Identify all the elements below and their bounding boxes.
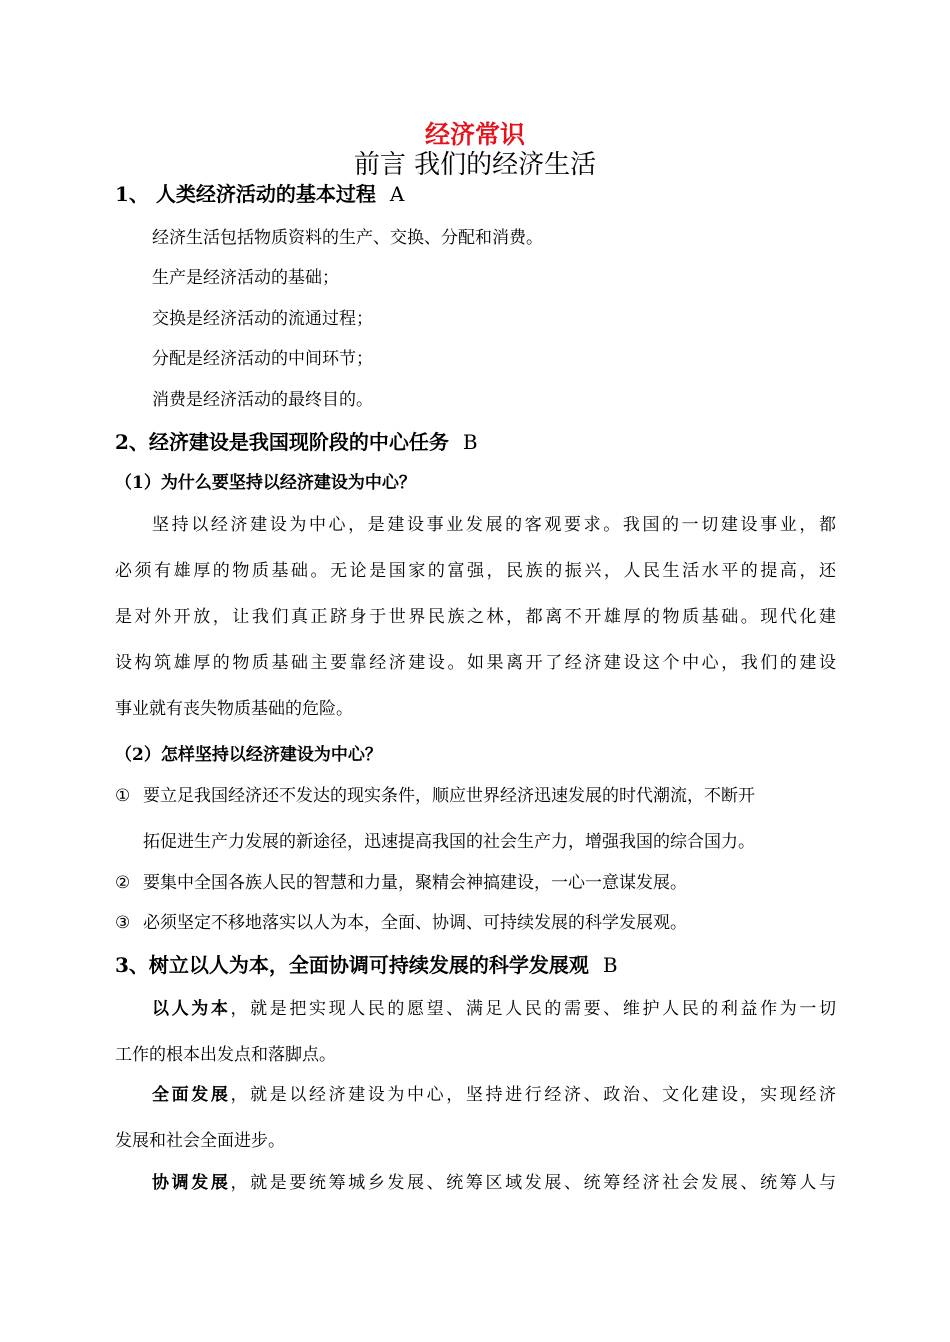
paragraph-line: 必须有雄厚的物质基础。无论是国家的富强，民族的振兴，人民生活水平的提高，还 <box>115 561 836 581</box>
section2-heading-text: 2、经济建设是我国现阶段的中心任务 <box>115 430 449 454</box>
item-text: 必须坚定不移地落实以人为本，全面、协调、可持续发展的科学发展观。 <box>143 913 687 933</box>
term-label: 协调发展 <box>152 1173 231 1193</box>
list-item <box>115 910 687 936</box>
section1-heading-text: 1、 人类经济活动的基本过程 <box>115 182 376 206</box>
paragraph-line: 坚持以经济建设为中心，是建设事业发展的客观要求。我国的一切建设事业，都 <box>152 515 836 535</box>
item-text: 要立足我国经济还不发达的现实条件，顺应世界经济迅速发展的时代潮流，不断开 <box>143 786 755 806</box>
section3-heading-text: 3、树立以人为本，全面协调可持续发展的科学发展观 <box>115 953 589 977</box>
term-text: ，就是以经济建设为中心，坚持进行经济、政治、文化建设，实现经济 <box>230 1085 837 1105</box>
section1-grade: A <box>389 182 405 206</box>
section1-line: 消费是经济活动的最终目的。 <box>152 390 373 410</box>
paragraph-line <box>115 1072 836 1118</box>
section3-heading <box>115 951 618 979</box>
list-item <box>115 870 687 896</box>
section1-line: 交换是经济活动的流通过程； <box>152 309 373 329</box>
paragraph-line: 事业就有丧失物质基础的危险。 <box>115 699 353 719</box>
term-text: ，就是要统筹城乡发展、统筹区域发展、统筹经济社会发展、统筹人与 <box>230 1173 837 1193</box>
paragraph-line: 工作的根本出发点和落脚点。 <box>115 1045 336 1065</box>
item-number: ② <box>115 873 131 893</box>
item-text: 要集中全国各族人民的智慧和力量，聚精会神搞建设，一心一意谋发展。 <box>143 873 687 893</box>
paragraph-line: 设构筑雄厚的物质基础主要靠经济建设。如果离开了经济建设这个中心，我们的建设 <box>115 653 836 673</box>
section3-grade: B <box>602 953 618 977</box>
section2-question1: （1）为什么要坚持以经济建设为中心？ <box>115 473 416 493</box>
section1-line: 分配是经济活动的中间环节； <box>152 349 373 369</box>
term-paragraph <box>115 1072 836 1164</box>
term-paragraph <box>115 1160 836 1206</box>
term-text: ，就是把实现人民的愿望、满足人民的需要、维护人民的利益作为一切 <box>230 999 837 1019</box>
term-label: 以人为本 <box>152 999 231 1019</box>
item-number: ③ <box>115 913 131 933</box>
section2-heading <box>115 428 478 456</box>
section1-heading <box>115 180 404 208</box>
section2-q1-paragraph <box>115 502 836 732</box>
section2-grade: B <box>462 430 478 454</box>
paragraph-line: 是对外开放，让我们真正跻身于世界民族之林，都离不开雄厚的物质基础。现代化建 <box>115 607 836 627</box>
list-item-continuation: 拓促进生产力发展的新途径，迅速提高我国的社会生产力，增强我国的综合国力。 <box>143 832 755 852</box>
section1-line: 经济生活包括物质资料的生产、交换、分配和消费。 <box>152 228 543 248</box>
paragraph-line: 发展和社会全面进步。 <box>115 1131 285 1151</box>
term-label: 全面发展 <box>152 1085 231 1105</box>
paragraph-line <box>115 1160 836 1206</box>
section2-question2: （2）怎样坚持以经济建设为中心？ <box>115 745 382 765</box>
paragraph-line <box>115 986 836 1032</box>
list-item <box>115 783 836 809</box>
section1-line: 生产是经济活动的基础； <box>152 268 339 288</box>
term-paragraph <box>115 986 836 1078</box>
doc-subtitle: 前言 我们的经济生活 <box>353 150 597 180</box>
doc-title: 经济常识 <box>424 120 525 149</box>
item-number: ① <box>115 786 131 806</box>
